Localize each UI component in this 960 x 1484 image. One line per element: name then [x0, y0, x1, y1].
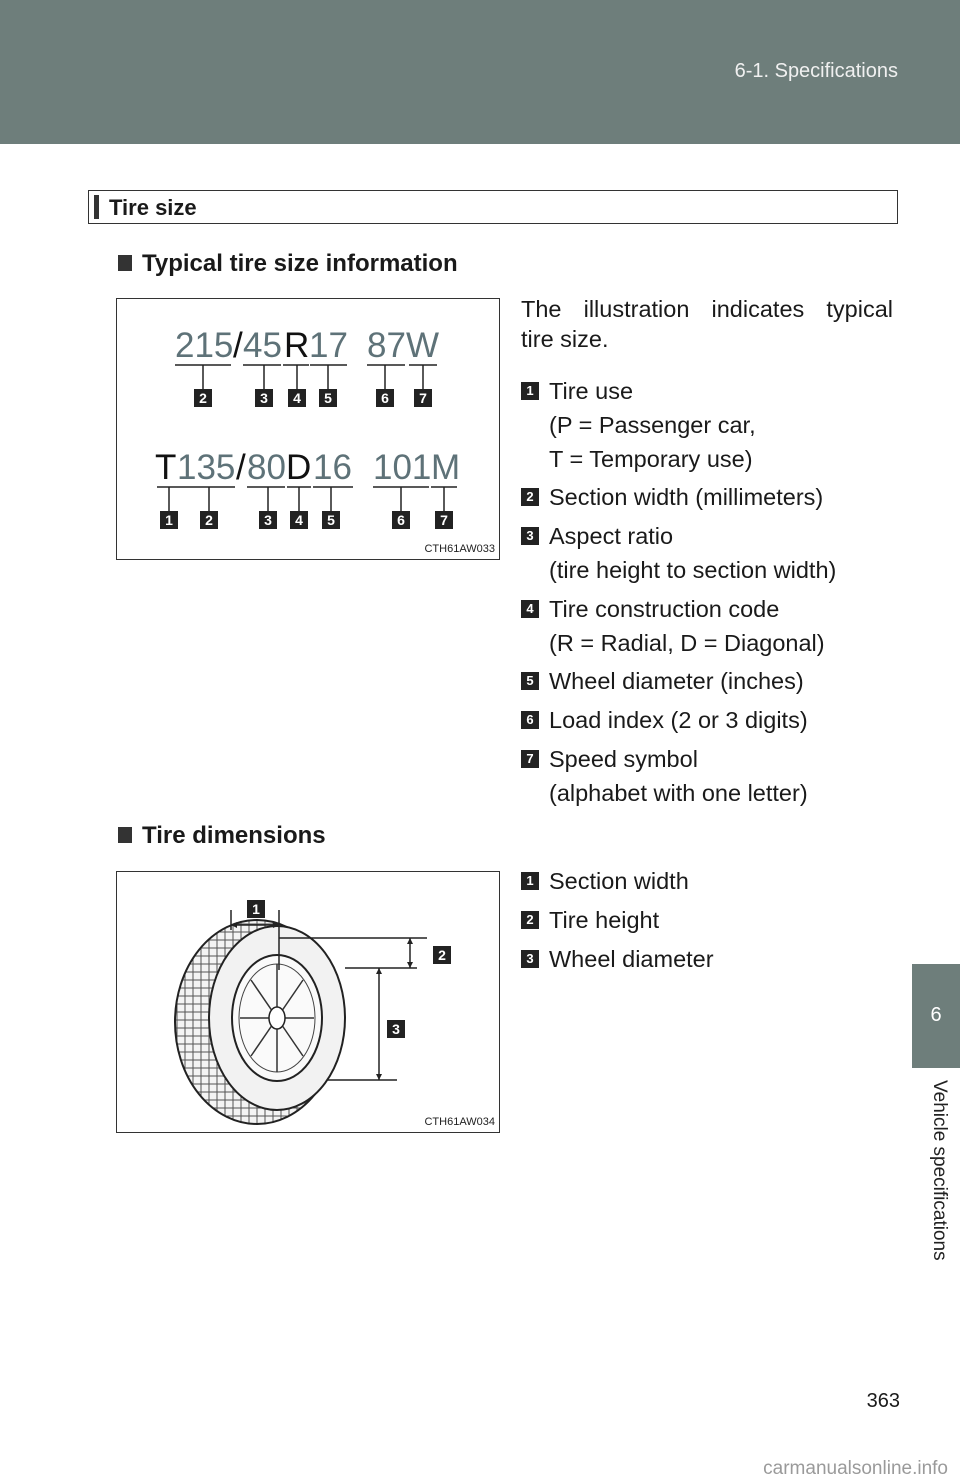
header-section-title: 6-1. Specifications [734, 60, 898, 82]
tire-dimensions-diagram [117, 872, 499, 1132]
chapter-label: Vehicle specifications [929, 1080, 950, 1261]
list-item: 1 Tire use (P = Passenger car, T = Temporary use) [521, 374, 756, 476]
size-code-2: D [286, 448, 312, 487]
intro-text-2: tire size. [521, 326, 609, 352]
size-diameter-2: 16 [313, 448, 352, 487]
page-number: 363 [866, 1390, 900, 1412]
list-item: 4 Tire construction code (R = Radial, D = Diagonal) [521, 592, 825, 660]
list-item: 5 Wheel diameter (inches) [521, 664, 804, 698]
square-bullet-icon [118, 827, 132, 843]
watermark: carmanualsonline.info [763, 1458, 948, 1479]
size-use-2: T [155, 448, 177, 487]
list-item: 1 Section width [521, 864, 689, 898]
size-aspect-2: 80 [247, 448, 286, 487]
number-marker: 7 [521, 750, 539, 768]
list-item: 6 Load index (2 or 3 digits) [521, 703, 808, 737]
marker-label: 1 [165, 512, 173, 528]
intro-text: The illustration indicates typical [521, 296, 893, 322]
number-marker: 2 [521, 488, 539, 506]
marker-label: 3 [264, 512, 272, 528]
subheading-typical: Typical tire size information [118, 250, 458, 278]
list-item: 3 Aspect ratio (tire height to section width) [521, 519, 836, 587]
marker-label: 5 [324, 390, 332, 406]
size-aspect-1: 45 [243, 326, 282, 365]
figure-id: CTH61AW034 [424, 1116, 495, 1128]
size-code-1: R [284, 326, 310, 365]
tire-size-diagram [117, 299, 499, 559]
number-marker: 1 [521, 872, 539, 890]
marker-label: 6 [381, 390, 389, 406]
marker-label: 2 [205, 512, 213, 528]
page-header [0, 0, 960, 144]
marker-label: 2 [438, 947, 446, 963]
chapter-number: 6 [930, 1004, 942, 1026]
number-marker: 5 [521, 672, 539, 690]
section-title-box [88, 190, 898, 224]
tire-dimensions-figure [116, 871, 500, 1133]
size-slash-1: / [233, 326, 243, 365]
size-width-2: 135 [177, 448, 236, 487]
tire-size-figure [116, 298, 500, 560]
marker-label: 2 [199, 390, 207, 406]
chapter-tab [912, 964, 960, 1068]
marker-label: 3 [260, 390, 268, 406]
figure-id: CTH61AW033 [424, 543, 495, 555]
marker-label: 7 [440, 512, 448, 528]
size-slash-2: / [236, 448, 246, 487]
number-marker: 3 [521, 527, 539, 545]
size-load-2: 101 [373, 448, 432, 487]
size-diameter-1: 17 [309, 326, 348, 365]
marker-label: 3 [392, 1021, 400, 1037]
list-item: 2 Section width (millimeters) [521, 480, 823, 514]
marker-label: 7 [419, 390, 427, 406]
marker-label: 4 [295, 512, 303, 528]
list-item: 3 Wheel diameter [521, 942, 714, 976]
section-title: Tire size [109, 195, 197, 220]
subheading-dimensions: Tire dimensions [118, 822, 326, 850]
marker-label: 1 [252, 901, 260, 917]
size-load-1: 87 [367, 326, 406, 365]
number-marker: 4 [521, 600, 539, 618]
list-item: 7 Speed symbol (alphabet with one letter) [521, 742, 808, 810]
marker-label: 4 [293, 390, 301, 406]
size-speed-1: W [406, 326, 440, 365]
number-marker: 2 [521, 911, 539, 929]
marker-label: 5 [327, 512, 335, 528]
marker-label: 6 [397, 512, 405, 528]
number-marker: 6 [521, 711, 539, 729]
size-speed-2: M [431, 448, 461, 487]
square-bullet-icon [118, 255, 132, 271]
number-marker: 1 [521, 382, 539, 400]
number-marker: 3 [521, 950, 539, 968]
size-width-1: 215 [175, 326, 234, 365]
list-item: 2 Tire height [521, 903, 659, 937]
